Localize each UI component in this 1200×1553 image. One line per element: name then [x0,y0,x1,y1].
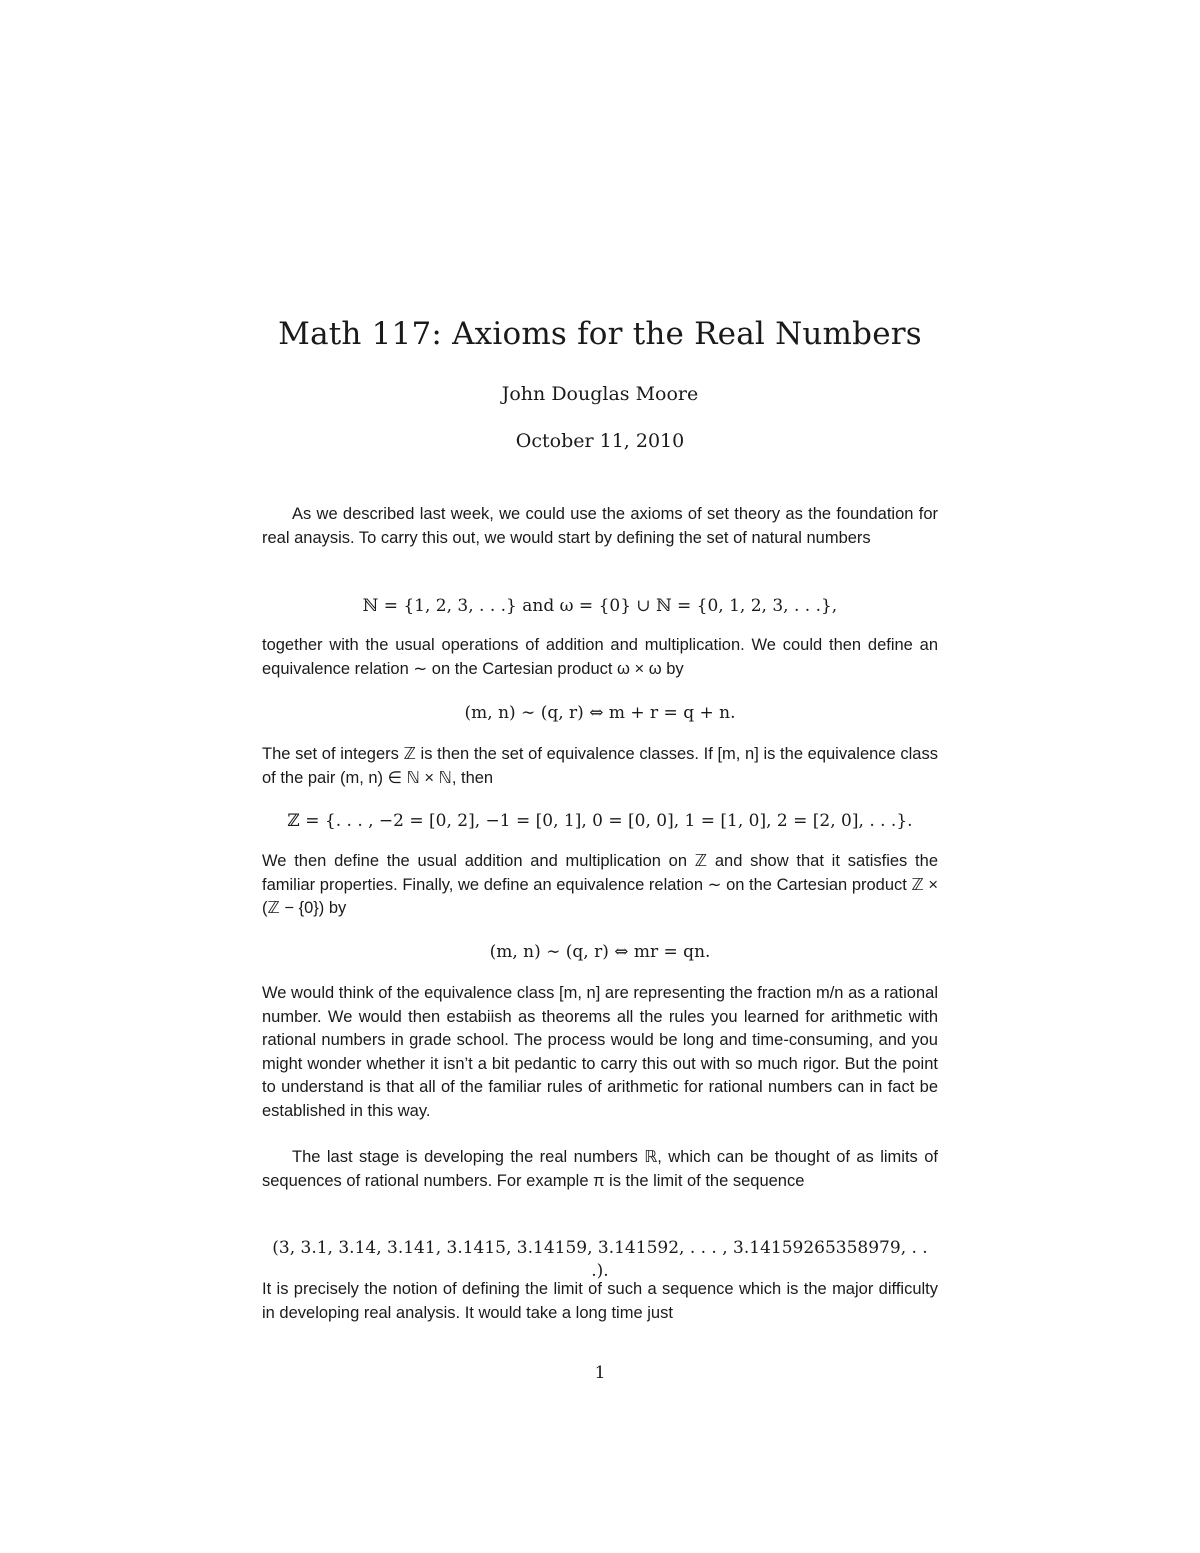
equation-integer-set: ℤ = {. . . , −2 = [0, 2], −1 = [0, 1], 0 = [0, 0], 1 = [1, 0], 2 = [2, 0], . . .}. [287,811,913,831]
author-name: John Douglas Moore [501,383,699,405]
page-number: 1 [594,1363,606,1383]
paragraph-rationals: We then define the usual addition and multiplication on ℤ and show that it satisfies the familiar properties. Finally, we define an equivalence relation ∼ on the Cartesian product ℤ × (ℤ − {0}) by [262,852,938,918]
paragraph-real-numbers: The last stage is developing the real numbers ℝ, which can be thought of as limits of sequences of rational numbers. For example π is the limit of the sequence [262,1148,938,1190]
paragraph-limits: It is precisely the notion of defining the limit of such a sequence which is the major difficulty in developing real analysis. It would take a long time just [262,1280,938,1322]
document-title: Math 117: Axioms for the Real Numbers [278,316,922,352]
paragraph-integers: The set of integers ℤ is then the set of equivalence classes. If [m, n] is the equivalence class of the pair (m, n) ∈ ℕ × ℕ, then [262,745,938,787]
equation-pi-sequence: (3, 3.1, 3.14, 3.141, 3.1415, 3.14159, 3.141592, . . . , 3.14159265358979, . . .). [272,1238,928,1281]
paragraph-fractions: We would think of the equivalence class [m, n] are representing the fraction m/n as a rational number. We would then estabiish as theorems all the rules you learned for arithmetic with rational numbers in grade school. The process would be long and time-consuming, and you might wonder whether it isn’t a bit pedantic to carry this out with so much rigor. But the point to understand is that all of the familiar rules of arithmetic for rational numbers can in fact be established in this way. [262,984,938,1120]
equation-natural-numbers: ℕ = {1, 2, 3, . . .} and ω = {0} ∪ ℕ = {0, 1, 2, 3, . . .}, [362,596,838,616]
paragraph-intro: As we described last week, we could use the axioms of set theory as the foundation for real anaysis. To carry this out, we would start by defining the set of natural numbers [262,505,938,547]
equation-rational-relation: (m, n) ∼ (q, r) ⇔ mr = qn. [489,942,711,962]
equation-integer-relation: (m, n) ∼ (q, r) ⇔ m + r = q + n. [464,703,736,723]
paragraph-equivalence-relation: together with the usual operations of addition and multiplication. We could then define an equivalence relation ∼ on the Cartesian product ω × ω by [262,636,938,678]
document-date: October 11, 2010 [515,430,685,452]
